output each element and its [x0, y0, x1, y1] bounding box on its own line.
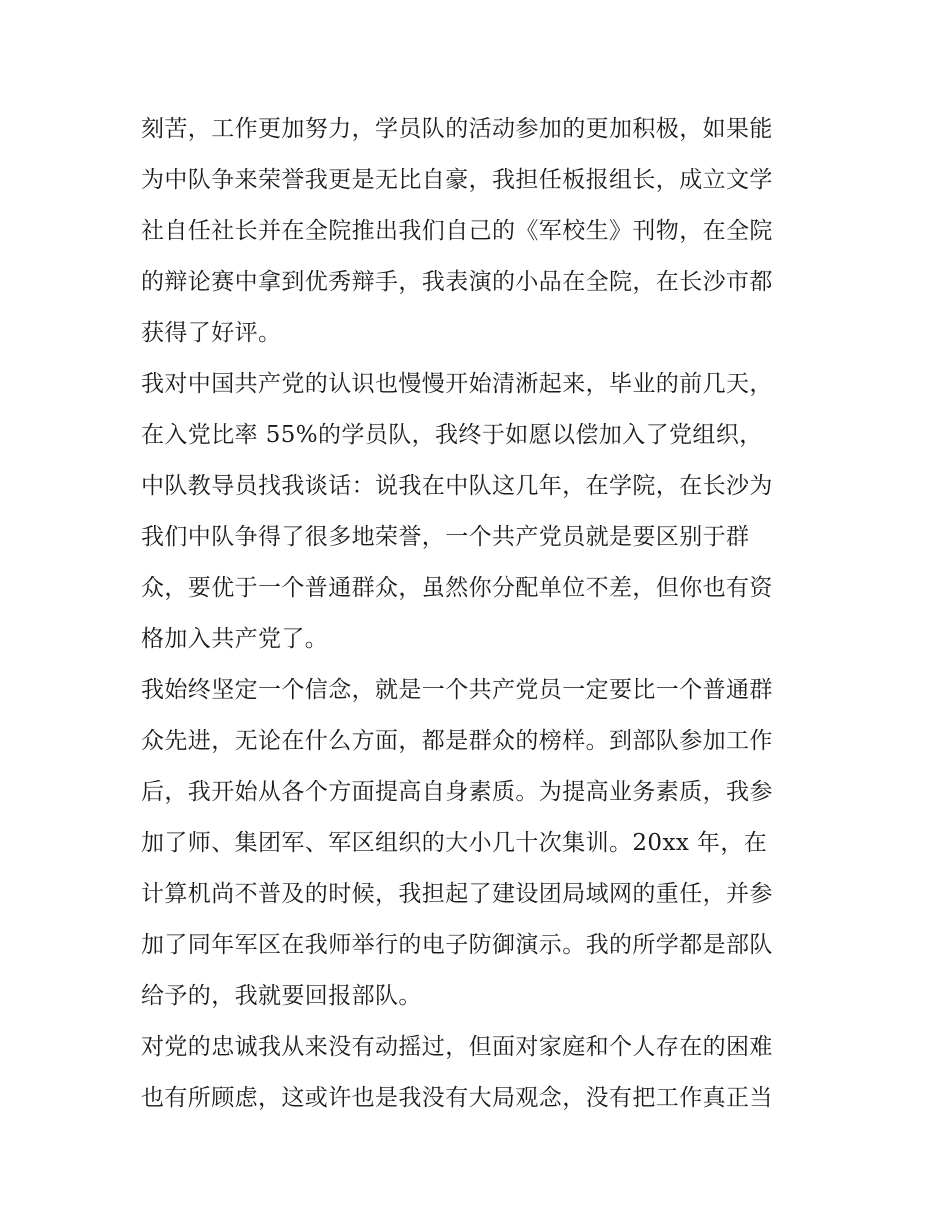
text-line: 计算机尚不普及的时候，我担起了建设团局域网的重任，并参	[141, 881, 773, 907]
text-line: 我始终坚定一个信念，就是一个共产党员一定要比一个普通群	[141, 677, 773, 703]
text-line: 在入党比率 55%的学员队，我终于如愿以偿加入了党组织，	[141, 422, 763, 448]
text-line: 刻苦，工作更加努力，学员队的活动参加的更加积极，如果能	[141, 116, 773, 142]
text-line: 我对中国共产党的认识也慢慢开始清淅起来，毕业的前几天，	[141, 371, 773, 397]
text-line: 的辩论赛中拿到优秀辩手，我表演的小品在全院，在长沙市都	[141, 269, 773, 295]
text-line: 众，要优于一个普通群众，虽然你分配单位不差，但你也有资	[141, 575, 773, 601]
text-line: 格加入共产党了。	[141, 626, 329, 652]
text-line: 获得了好评。	[141, 320, 282, 346]
text-line: 对党的忠诚我从来没有动摇过，但面对家庭和个人存在的困难	[141, 1034, 773, 1060]
text-line: 给予的，我就要回报部队。	[141, 983, 422, 1009]
text-line: 加了师、集团军、军区组织的大小几十次集训。20xx 年，在	[141, 830, 768, 856]
text-line: 中队教导员找我谈话：说我在中队这几年，在学院，在长沙为	[141, 473, 773, 499]
text-line: 后，我开始从各个方面提高自身素质。为提高业务素质，我参	[141, 779, 773, 805]
text-line: 也有所顾虑，这或许也是我没有大局观念，没有把工作真正当	[141, 1085, 773, 1111]
text-line: 众先进，无论在什么方面，都是群众的榜样。到部队参加工作	[141, 728, 773, 754]
text-line: 我们中队争得了很多地荣誉，一个共产党员就是要区别于群	[141, 524, 750, 550]
text-line: 社自任社长并在全院推出我们自己的《军校生》刊物，在全院	[141, 218, 773, 244]
text-line: 为中队争来荣誉我更是无比自豪，我担任板报组长，成立文学	[141, 167, 773, 193]
text-line: 加了同年军区在我师举行的电子防御演示。我的所学都是部队	[141, 932, 773, 958]
body-text	[141, 104, 821, 1124]
